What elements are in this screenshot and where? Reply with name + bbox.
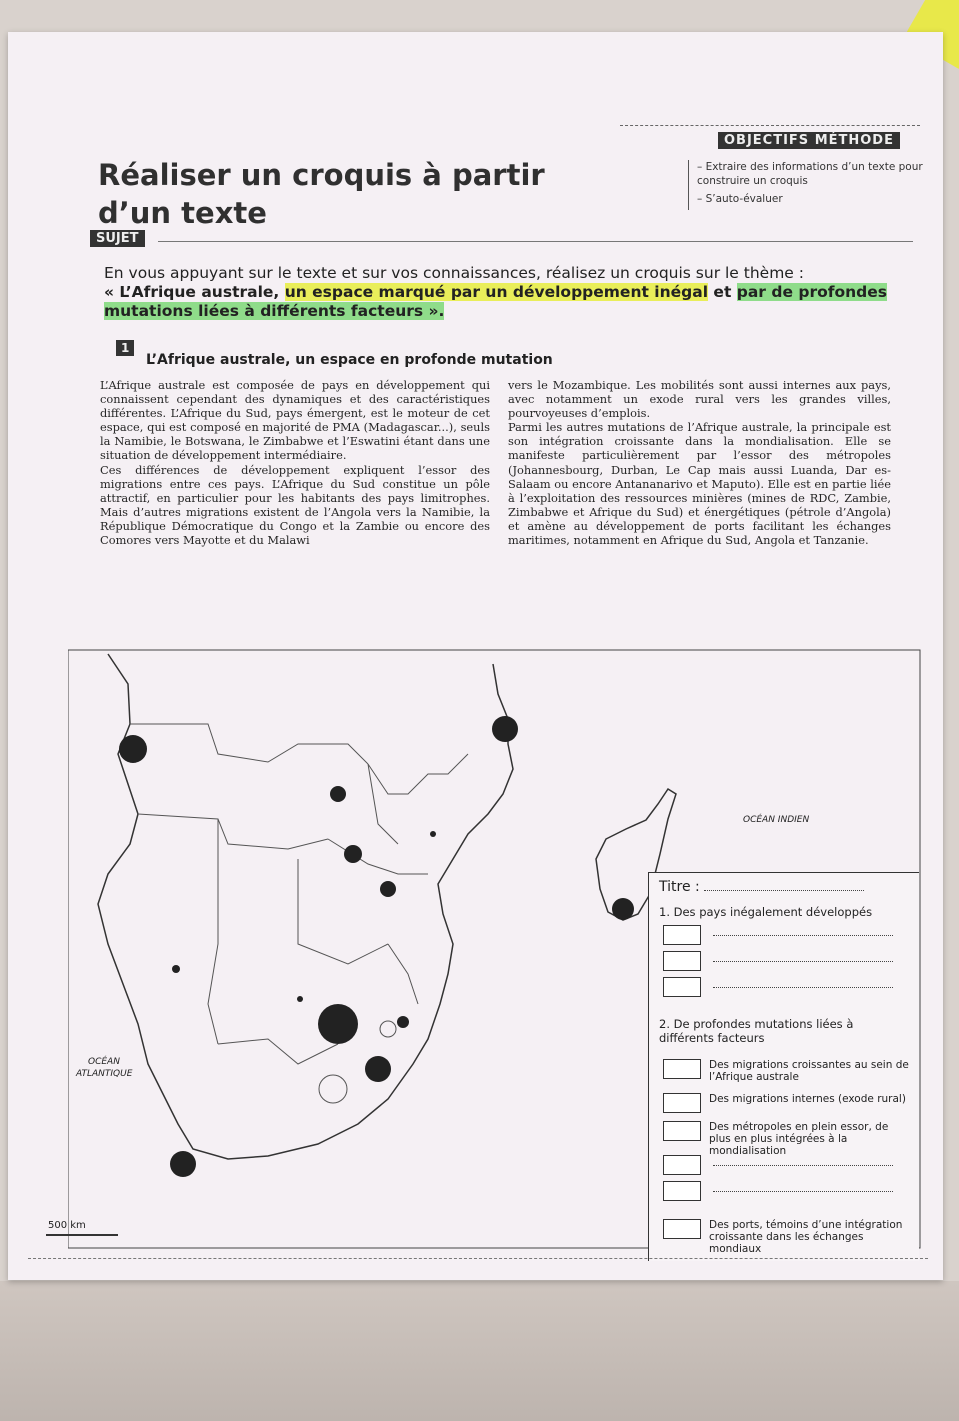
city-cape-town <box>170 1151 196 1177</box>
legend-section-2: 2. De profondes mutations liées à différents facteurs <box>659 1017 854 1045</box>
background-table <box>0 1281 959 1421</box>
city-johannesburg <box>318 1004 358 1044</box>
document-title: L’Afrique australe, un espace en profonde mutation <box>146 352 553 368</box>
objective-item: – Extraire des informations d’un texte pour construire un croquis <box>697 161 923 187</box>
legend-item-exode <box>663 1093 913 1113</box>
paragraph: vers le Mozambique. Les mobilités sont aussi internes aux pays, avec notamment un exode rural vers les grandes villes, pourvoyeuses d’emplois. <box>508 378 891 421</box>
assignment-text <box>104 264 924 321</box>
page-bottom-divider <box>28 1258 928 1259</box>
city-marker <box>430 831 436 837</box>
assignment-intro: En vous appuyant sur le texte et sur vos connaissances, réalisez un croquis sur le thème : <box>104 264 804 282</box>
legend-title-label: Titre : <box>659 879 700 895</box>
scale-bar <box>46 1234 118 1236</box>
legend-text: Des migrations internes (exode rural) <box>709 1093 906 1105</box>
ocean-atlantique-label-2: ATLANTIQUE <box>76 1069 133 1079</box>
city-windhoek <box>172 965 180 973</box>
country-borders <box>130 724 468 1103</box>
legend-item-empty <box>663 951 913 971</box>
city-gaborone <box>297 996 303 1002</box>
answer-line[interactable] <box>713 987 893 988</box>
legend-item-migrations <box>663 1059 913 1083</box>
objectives-divider <box>620 125 920 126</box>
map-legend <box>648 872 919 1261</box>
legend-text: Des métropoles en plein essor, de plus en plus intégrées à la mondialisation <box>709 1121 889 1157</box>
legend-item-empty <box>663 925 913 945</box>
objectives-list <box>688 160 927 210</box>
answer-line[interactable] <box>713 935 893 936</box>
theme-highlight-yellow: un espace marqué par un développement inégal <box>284 283 709 301</box>
theme-part: et <box>708 283 737 301</box>
legend-item-ports <box>663 1219 913 1255</box>
sujet-divider <box>158 241 913 242</box>
document-column-1 <box>100 378 490 547</box>
legend-swatch[interactable] <box>663 951 701 971</box>
title-line: Réaliser un croquis à partir <box>98 158 545 192</box>
legend-item-metropoles <box>663 1121 913 1157</box>
legend-title <box>659 879 864 895</box>
legend-swatch[interactable] <box>663 1181 701 1201</box>
legend-swatch[interactable] <box>663 977 701 997</box>
answer-line[interactable] <box>713 1165 893 1166</box>
document-column-2 <box>508 378 891 547</box>
theme-part: « L’Afrique australe, <box>104 283 285 301</box>
legend-text: Des ports, témoins d’une intégration croissante dans les échanges mondiaux <box>709 1219 903 1255</box>
city-lusaka <box>344 845 362 863</box>
legend-item-empty <box>663 977 913 997</box>
answer-line[interactable] <box>713 1191 893 1192</box>
legend-item-empty <box>663 1181 913 1201</box>
legend-swatch[interactable] <box>663 1121 701 1141</box>
answer-line[interactable] <box>713 961 893 962</box>
ocean-indien-label: OCÉAN INDIEN <box>743 815 810 825</box>
legend-item-empty <box>663 1155 913 1175</box>
city-dar-es-salaam <box>492 716 518 742</box>
city-durban <box>365 1056 391 1082</box>
worksheet-page <box>8 32 943 1280</box>
sujet-badge: SUJET <box>90 230 145 247</box>
title-answer-line[interactable] <box>704 890 864 891</box>
legend-section-1: 1. Des pays inégalement développés <box>659 905 873 919</box>
city-maputo <box>397 1016 409 1028</box>
legend-swatch[interactable] <box>663 1059 701 1079</box>
legend-swatch[interactable] <box>663 1219 701 1239</box>
paragraph: Ces différences de développement expliquent l’essor des migrations entre ces pays. L’Afrique du Sud constitue un pôle attractif, en particulier pour les habitants des pays limitrophes. Mais d’autres migrations existent de l’Angola vers la Namibie, la République Démocratique du Congo et la Zambie ou encore des Comores vers Mayotte et du Malawi <box>100 462 490 548</box>
city-antananarivo <box>612 898 634 920</box>
legend-swatch[interactable] <box>663 1093 701 1113</box>
page-title <box>98 156 618 232</box>
legend-text: Des migrations croissantes au sein de l’Afrique australe <box>709 1059 909 1083</box>
title-line: d’un texte <box>98 196 267 230</box>
city-luanda <box>119 735 147 763</box>
legend-swatch[interactable] <box>663 1155 701 1175</box>
ocean-atlantique-label-1: OCÉAN <box>88 1057 120 1067</box>
objective-item: – S’auto-évaluer <box>697 193 783 205</box>
city-harare <box>380 881 396 897</box>
theme-highlight-green: par de profondes mutations liées à différents facteurs ». <box>104 283 887 320</box>
document-number: 1 <box>116 340 134 356</box>
objectives-badge: OBJECTIFS MÉTHODE <box>718 132 900 149</box>
scale-label: 500 km <box>48 1220 86 1231</box>
city-marker <box>330 786 346 802</box>
paragraph: Parmi les autres mutations de l’Afrique australe, la principale est son intégration croissante dans la mondialisation. Elle se manifeste particulièrement par l’essor des métropoles (Johannesbourg, Durban, Le Cap mais aussi Luanda, Dar es-Salaam ou encore Antananarivo et Maputo). Elle est en partie liée à l’exploitation des ressources minières (mines de RDC, Zambie, Zimbabwe et Afrique du Sud) et énergétiques (pétrole d’Angola) et amène au développement de ports facilitant les échanges maritimes, notamment en Afrique du Sud, Angola et Tanzanie. <box>508 420 891 548</box>
paragraph: L’Afrique australe est composée de pays en développement qui connaissent cependant des dynamiques et des caractéristiques différentes. L’Afrique du Sud, pays émergent, est le moteur de cet espace, qui est composé en majorité de PMA (Madagascar...), seuls la Namibie, le Botswana, le Zimbabwe et l’Eswatini étant dans une situation de développement intermédiaire. <box>100 378 490 463</box>
coastline <box>98 654 513 1159</box>
legend-swatch[interactable] <box>663 925 701 945</box>
